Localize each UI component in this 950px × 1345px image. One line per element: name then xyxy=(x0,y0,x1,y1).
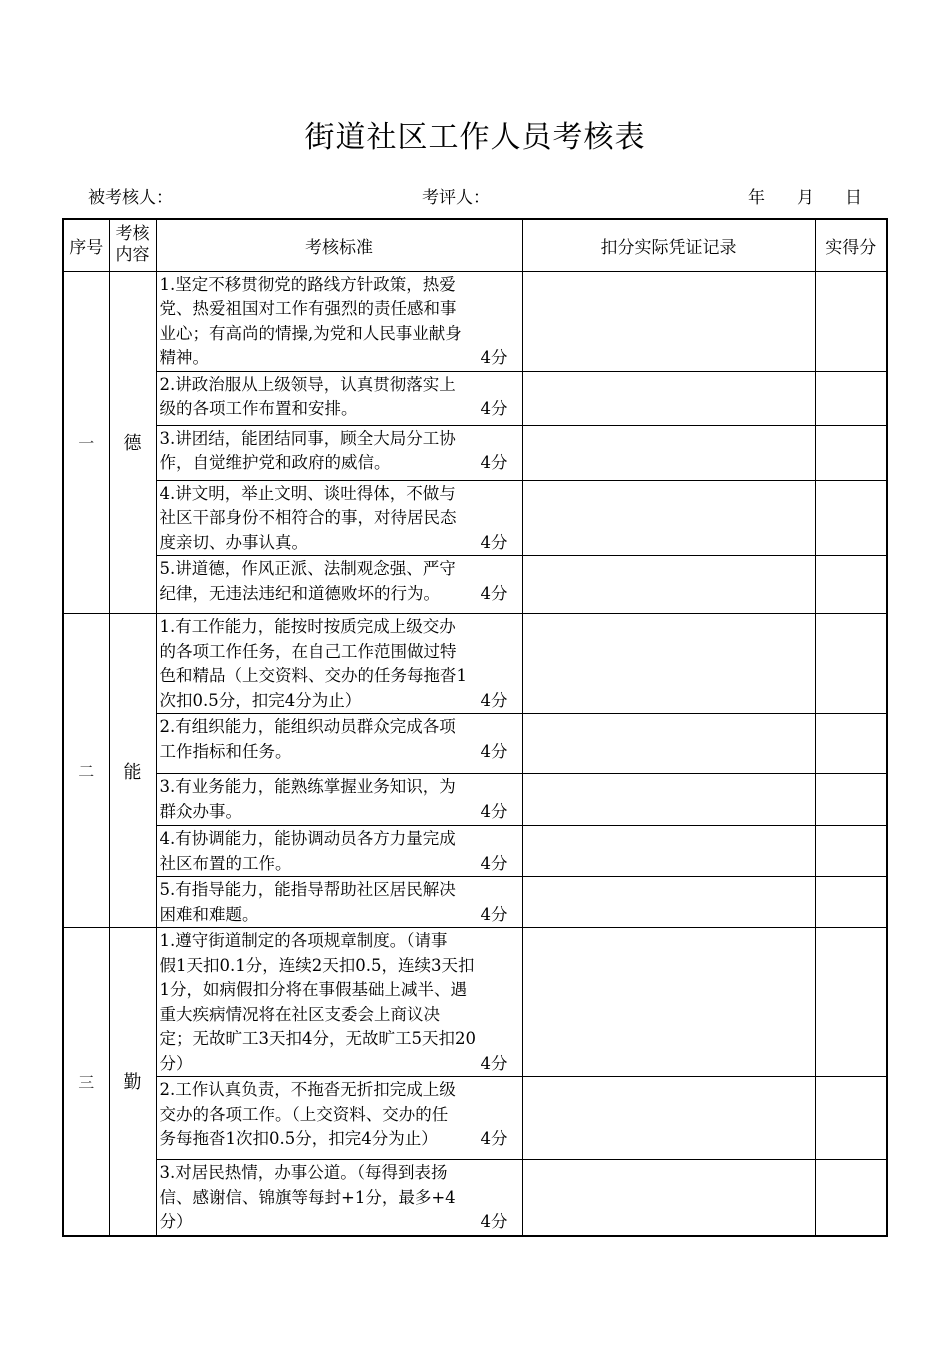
criterion-line: 工作指标和任务。 xyxy=(159,741,292,761)
criterion-points: 4分 xyxy=(480,801,508,821)
criterion-line: 作，自觉维护党和政府的威信。 xyxy=(159,453,391,472)
deduction-record-cell[interactable] xyxy=(522,480,815,556)
criterion-last-line xyxy=(160,1052,522,1077)
deduction-record-cell[interactable] xyxy=(522,826,815,877)
criterion-last-line xyxy=(160,531,522,556)
criterion-text xyxy=(156,877,522,928)
criterion-points: 4分 xyxy=(480,348,508,367)
day-label: 日 xyxy=(845,188,862,208)
criterion-text xyxy=(156,425,522,480)
criterion-last-line xyxy=(160,1127,522,1152)
criterion-points: 4分 xyxy=(480,741,508,761)
criterion-points: 4分 xyxy=(480,399,508,418)
criterion-last-line xyxy=(160,800,522,825)
table-row xyxy=(63,826,887,877)
assessment-table xyxy=(62,218,888,1237)
criterion-line: 2.有组织能力，能组织动员群众完成各项 xyxy=(159,717,456,736)
deduction-record-cell[interactable] xyxy=(522,774,815,826)
group-seq: 一 xyxy=(63,271,109,614)
criterion-line: 5.有指导能力，能指导帮助社区居民解决 xyxy=(159,880,456,899)
table-row xyxy=(63,928,887,1077)
actual-score-cell[interactable] xyxy=(815,556,887,614)
criterion-text xyxy=(156,1160,522,1236)
criterion-line: 3.有业务能力，能熟练掌握业务知识，为 xyxy=(159,777,456,796)
criterion-text xyxy=(156,480,522,556)
criterion-last-line xyxy=(160,903,522,928)
criterion-line: 级的各项工作布置和安排。 xyxy=(159,399,358,418)
actual-score-cell[interactable] xyxy=(815,1160,887,1236)
table-row xyxy=(63,714,887,774)
criterion-points: 4分 xyxy=(480,1129,508,1148)
deduction-record-cell[interactable] xyxy=(522,614,815,714)
actual-score-cell[interactable] xyxy=(815,425,887,480)
table-row xyxy=(63,774,887,826)
criterion-line: 群众办事。 xyxy=(159,801,242,821)
actual-score-cell[interactable] xyxy=(815,1077,887,1160)
criterion-line: 4.有协调能力，能协调动员各方力量完成 xyxy=(159,829,456,848)
actual-score-cell[interactable] xyxy=(815,774,887,826)
actual-score-cell[interactable] xyxy=(815,371,887,425)
criterion-last-line xyxy=(160,582,522,607)
deduction-record-cell[interactable] xyxy=(522,877,815,928)
table-row xyxy=(63,1077,887,1160)
criterion-line: 1.坚定不移贯彻党的路线方针政策，热爱 xyxy=(159,274,456,294)
group-category: 勤 xyxy=(109,928,156,1236)
criterion-last-line xyxy=(160,346,522,371)
criterion-last-line xyxy=(160,397,522,422)
criterion-line: 1.有工作能力，能按时按质完成上级交办 xyxy=(159,617,456,636)
criterion-line: 度亲切、办事认真。 xyxy=(159,532,308,552)
table-row xyxy=(63,614,887,714)
criterion-points: 4分 xyxy=(480,904,508,924)
criterion-line: 务每拖沓1次扣0.5分，扣完4分为止） xyxy=(159,1129,438,1148)
criterion-last-line xyxy=(160,451,522,476)
col-score-header: 实得分 xyxy=(815,219,887,271)
criterion-text xyxy=(156,826,522,877)
criterion-line: 5.讲道德，作风正派、法制观念强、严守 xyxy=(159,559,456,578)
col-record-header: 扣分实际凭证记录 xyxy=(522,219,815,271)
criterion-line: 交办的各项工作。（上交资料、交办的任 xyxy=(159,1104,449,1124)
criterion-text xyxy=(156,774,522,826)
criterion-text xyxy=(156,1077,522,1160)
criterion-text xyxy=(156,614,522,714)
criterion-line: 2.工作认真负责，不拖沓无折扣完成上级 xyxy=(159,1080,456,1099)
table-row xyxy=(63,480,887,556)
criterion-line: 纪律，无违法违纪和道德败坏的行为。 xyxy=(159,583,440,603)
criterion-last-line xyxy=(160,852,522,877)
criterion-line: 困难和难题。 xyxy=(159,904,259,924)
actual-score-cell[interactable] xyxy=(815,714,887,774)
deduction-record-cell[interactable] xyxy=(522,371,815,425)
deduction-record-cell[interactable] xyxy=(522,425,815,480)
assessor-label: 考评人： xyxy=(422,188,490,208)
criterion-points: 4分 xyxy=(480,1212,508,1231)
group-seq: 二 xyxy=(63,614,109,928)
actual-score-cell[interactable] xyxy=(815,480,887,556)
criterion-line: 定；无故旷工3天扣4分，无故旷工5天扣20 xyxy=(159,1029,476,1048)
criterion-line: 信、感谢信、锦旗等每封+1分，最多+4 xyxy=(159,1187,456,1207)
criterion-text xyxy=(156,928,522,1077)
table-row xyxy=(63,425,887,480)
actual-score-cell[interactable] xyxy=(815,271,887,371)
deduction-record-cell[interactable] xyxy=(522,1077,815,1160)
actual-score-cell[interactable] xyxy=(815,877,887,928)
criterion-line: 次扣0.5分，扣完4分为止） xyxy=(159,690,362,710)
criterion-line: 3.讲团结，能团结同事，顾全大局分工协 xyxy=(159,428,456,448)
actual-score-cell[interactable] xyxy=(815,826,887,877)
criterion-points: 4分 xyxy=(480,583,508,603)
table-row xyxy=(63,371,887,425)
col-seq-header: 序号 xyxy=(63,219,109,271)
page-title: 街道社区工作人员考核表 xyxy=(304,120,646,155)
criterion-line: 的各项工作任务，在自己工作范围做过特 xyxy=(159,641,457,661)
criterion-line: 社区布置的工作。 xyxy=(159,853,292,873)
table-header-row xyxy=(63,219,887,271)
criterion-text xyxy=(156,556,522,614)
criterion-line: 业心；有高尚的情操,为党和人民事业献身 xyxy=(159,323,462,343)
criterion-last-line xyxy=(160,689,522,714)
deduction-record-cell[interactable] xyxy=(522,556,815,614)
criterion-line: 分） xyxy=(159,1053,193,1073)
criterion-text xyxy=(156,371,522,425)
criterion-line: 3.对居民热情，办事公道。（每得到表扬 xyxy=(159,1163,448,1182)
table-row xyxy=(63,556,887,614)
criterion-line: 假1天扣0.1分，连续2天扣0.5，连续3天扣 xyxy=(159,955,475,975)
criterion-points: 4分 xyxy=(480,690,508,710)
deduction-record-cell[interactable] xyxy=(522,1160,815,1236)
criterion-text xyxy=(156,271,522,371)
actual-score-cell[interactable] xyxy=(815,614,887,714)
table-row xyxy=(63,877,887,928)
month-label: 月 xyxy=(797,188,814,208)
deduction-record-cell[interactable] xyxy=(522,271,815,371)
year-label: 年 xyxy=(748,188,765,208)
criterion-line: 党、热爱祖国对工作有强烈的责任感和事 xyxy=(159,299,457,318)
assessee-label: 被考核人： xyxy=(88,188,173,208)
deduction-record-cell[interactable] xyxy=(522,714,815,774)
group-category: 能 xyxy=(109,614,156,928)
criterion-line: 1.遵守街道制定的各项规章制度。（请事 xyxy=(159,931,448,950)
col-standard-header: 考核标准 xyxy=(156,219,522,271)
criterion-points: 4分 xyxy=(480,853,508,873)
criterion-line: 分） xyxy=(159,1212,193,1231)
criterion-line: 精神。 xyxy=(159,348,209,367)
actual-score-cell[interactable] xyxy=(815,928,887,1077)
criterion-line: 色和精品（上交资料、交办的任务每拖沓1 xyxy=(159,666,467,685)
criterion-line: 4.讲文明，举止文明、谈吐得体，不做与 xyxy=(159,483,456,503)
criterion-last-line xyxy=(160,740,522,765)
group-category: 德 xyxy=(109,271,156,614)
criterion-line: 1分，如病假扣分将在事假基础上减半、遇 xyxy=(159,980,467,999)
criterion-line: 重大疾病情况将在社区支委会上商议决 xyxy=(159,1004,440,1024)
criterion-text xyxy=(156,714,522,774)
group-seq: 三 xyxy=(63,928,109,1236)
criterion-line: 2.讲政治服从上级领导，认真贯彻落实上 xyxy=(159,374,456,394)
col-category-header: 考核 内容 xyxy=(109,219,156,271)
criterion-last-line xyxy=(160,1210,522,1235)
criterion-points: 4分 xyxy=(480,453,508,472)
deduction-record-cell[interactable] xyxy=(522,928,815,1077)
table-row xyxy=(63,1160,887,1236)
criterion-points: 4分 xyxy=(480,1053,508,1073)
criterion-points: 4分 xyxy=(480,532,508,552)
criterion-line: 社区干部身份不相符合的事，对待居民态 xyxy=(159,508,457,527)
table-row xyxy=(63,271,887,371)
